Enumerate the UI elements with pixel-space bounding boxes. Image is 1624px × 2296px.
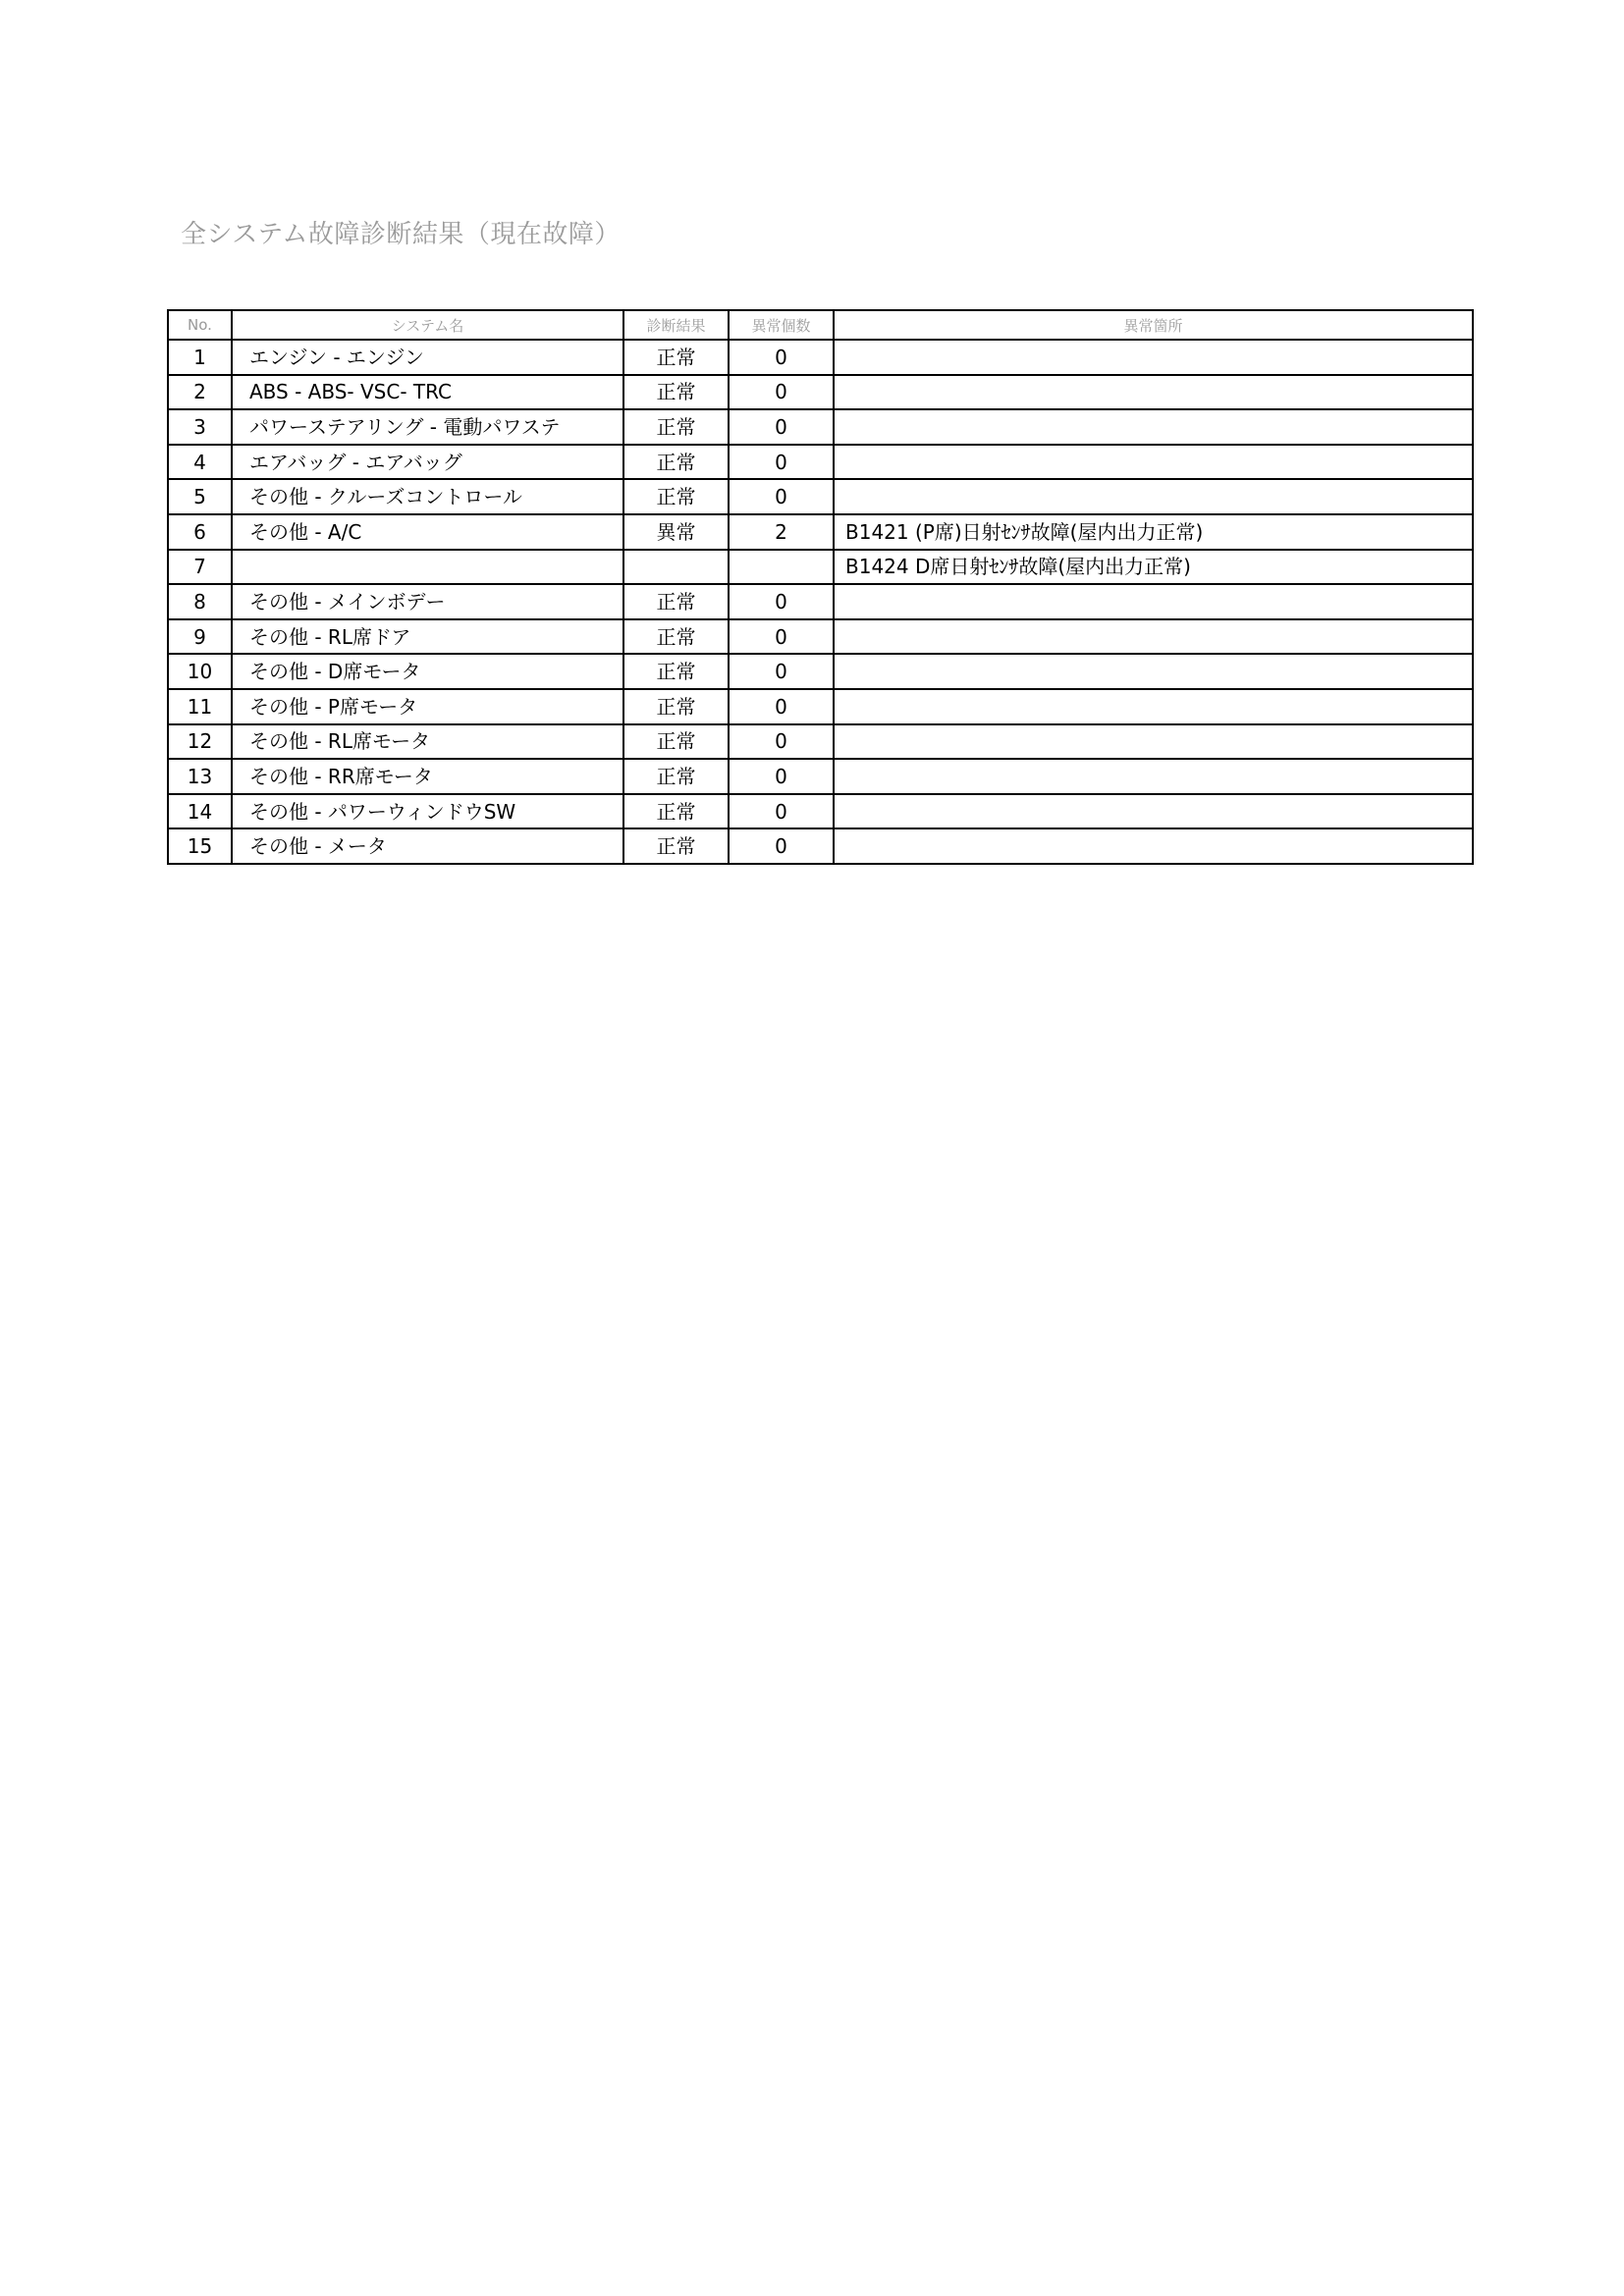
cell-no: 4 bbox=[168, 445, 232, 480]
header-fault-count: 異常個数 bbox=[729, 310, 834, 340]
cell-no: 5 bbox=[168, 479, 232, 514]
cell-system-name: その他 - P席モータ bbox=[232, 689, 623, 724]
cell-system-name: その他 - RR席モータ bbox=[232, 759, 623, 794]
cell-fault-count: 0 bbox=[729, 724, 834, 760]
cell-fault-count: 0 bbox=[729, 759, 834, 794]
header-no: No. bbox=[168, 310, 232, 340]
cell-no: 3 bbox=[168, 409, 232, 445]
table-row bbox=[168, 828, 1473, 864]
cell-diagnosis-result: 正常 bbox=[623, 340, 729, 375]
cell-system-name: エンジン - エンジン bbox=[232, 340, 623, 375]
cell-diagnosis-result: 正常 bbox=[623, 479, 729, 514]
cell-fault-location bbox=[834, 619, 1473, 655]
cell-fault-count: 0 bbox=[729, 445, 834, 480]
cell-fault-location bbox=[834, 409, 1473, 445]
cell-no: 6 bbox=[168, 514, 232, 550]
table-row bbox=[168, 794, 1473, 829]
cell-fault-location bbox=[834, 340, 1473, 375]
cell-no: 11 bbox=[168, 689, 232, 724]
cell-fault-count: 0 bbox=[729, 409, 834, 445]
cell-fault-count: 0 bbox=[729, 828, 834, 864]
cell-system-name: その他 - RL席ドア bbox=[232, 619, 623, 655]
cell-fault-location bbox=[834, 445, 1473, 480]
cell-no: 2 bbox=[168, 375, 232, 410]
table-header-row bbox=[168, 310, 1473, 340]
cell-fault-location bbox=[834, 654, 1473, 689]
cell-system-name: その他 - クルーズコントロール bbox=[232, 479, 623, 514]
cell-diagnosis-result: 正常 bbox=[623, 759, 729, 794]
diagnosis-table bbox=[167, 309, 1474, 865]
cell-fault-location bbox=[834, 584, 1473, 619]
cell-fault-location: B1421 (P席)日射ｾﾝｻ故障(屋内出力正常) bbox=[834, 514, 1473, 550]
cell-no: 13 bbox=[168, 759, 232, 794]
table-row bbox=[168, 445, 1473, 480]
cell-fault-location bbox=[834, 724, 1473, 760]
cell-fault-count: 0 bbox=[729, 794, 834, 829]
cell-diagnosis-result: 正常 bbox=[623, 689, 729, 724]
cell-system-name: その他 - パワーウィンドウSW bbox=[232, 794, 623, 829]
cell-fault-location bbox=[834, 794, 1473, 829]
header-fault-location: 異常箇所 bbox=[834, 310, 1473, 340]
cell-diagnosis-result: 正常 bbox=[623, 654, 729, 689]
cell-fault-count: 0 bbox=[729, 340, 834, 375]
table-row bbox=[168, 654, 1473, 689]
cell-system-name bbox=[232, 550, 623, 585]
cell-diagnosis-result: 正常 bbox=[623, 375, 729, 410]
cell-diagnosis-result: 正常 bbox=[623, 445, 729, 480]
cell-system-name: ABS - ABS- VSC- TRC bbox=[232, 375, 623, 410]
table-row bbox=[168, 689, 1473, 724]
cell-diagnosis-result: 正常 bbox=[623, 724, 729, 760]
cell-diagnosis-result: 正常 bbox=[623, 409, 729, 445]
cell-no: 14 bbox=[168, 794, 232, 829]
table-row bbox=[168, 514, 1473, 550]
cell-system-name: パワーステアリング - 電動パワステ bbox=[232, 409, 623, 445]
table-row bbox=[168, 375, 1473, 410]
cell-no: 7 bbox=[168, 550, 232, 585]
cell-system-name: その他 - A/C bbox=[232, 514, 623, 550]
cell-fault-count bbox=[729, 550, 834, 585]
table-row bbox=[168, 550, 1473, 585]
cell-fault-count: 0 bbox=[729, 375, 834, 410]
header-diagnosis-result: 診断結果 bbox=[623, 310, 729, 340]
cell-fault-count: 0 bbox=[729, 479, 834, 514]
cell-no: 1 bbox=[168, 340, 232, 375]
cell-system-name: その他 - メインボデー bbox=[232, 584, 623, 619]
cell-diagnosis-result bbox=[623, 550, 729, 585]
cell-diagnosis-result: 正常 bbox=[623, 794, 729, 829]
cell-diagnosis-result: 異常 bbox=[623, 514, 729, 550]
table-row bbox=[168, 619, 1473, 655]
cell-fault-location bbox=[834, 828, 1473, 864]
cell-diagnosis-result: 正常 bbox=[623, 584, 729, 619]
cell-fault-count: 0 bbox=[729, 619, 834, 655]
table-row bbox=[168, 479, 1473, 514]
cell-fault-location bbox=[834, 759, 1473, 794]
cell-no: 9 bbox=[168, 619, 232, 655]
cell-no: 12 bbox=[168, 724, 232, 760]
cell-fault-count: 0 bbox=[729, 654, 834, 689]
cell-fault-location: B1424 D席日射ｾﾝｻ故障(屋内出力正常) bbox=[834, 550, 1473, 585]
cell-system-name: その他 - RL席モータ bbox=[232, 724, 623, 760]
cell-fault-count: 0 bbox=[729, 584, 834, 619]
table-row bbox=[168, 409, 1473, 445]
cell-diagnosis-result: 正常 bbox=[623, 619, 729, 655]
cell-fault-location bbox=[834, 479, 1473, 514]
cell-no: 8 bbox=[168, 584, 232, 619]
cell-fault-count: 2 bbox=[729, 514, 834, 550]
cell-no: 15 bbox=[168, 828, 232, 864]
cell-system-name: エアバッグ - エアバッグ bbox=[232, 445, 623, 480]
cell-diagnosis-result: 正常 bbox=[623, 828, 729, 864]
table-row bbox=[168, 759, 1473, 794]
cell-fault-location bbox=[834, 375, 1473, 410]
cell-fault-location bbox=[834, 689, 1473, 724]
cell-system-name: その他 - メータ bbox=[232, 828, 623, 864]
cell-fault-count: 0 bbox=[729, 689, 834, 724]
table-row bbox=[168, 724, 1473, 760]
page-title: 全システム故障診断結果（現在故障） bbox=[181, 220, 621, 249]
header-system-name: システム名 bbox=[232, 310, 623, 340]
cell-no: 10 bbox=[168, 654, 232, 689]
cell-system-name: その他 - D席モータ bbox=[232, 654, 623, 689]
table-row bbox=[168, 584, 1473, 619]
table-row bbox=[168, 340, 1473, 375]
